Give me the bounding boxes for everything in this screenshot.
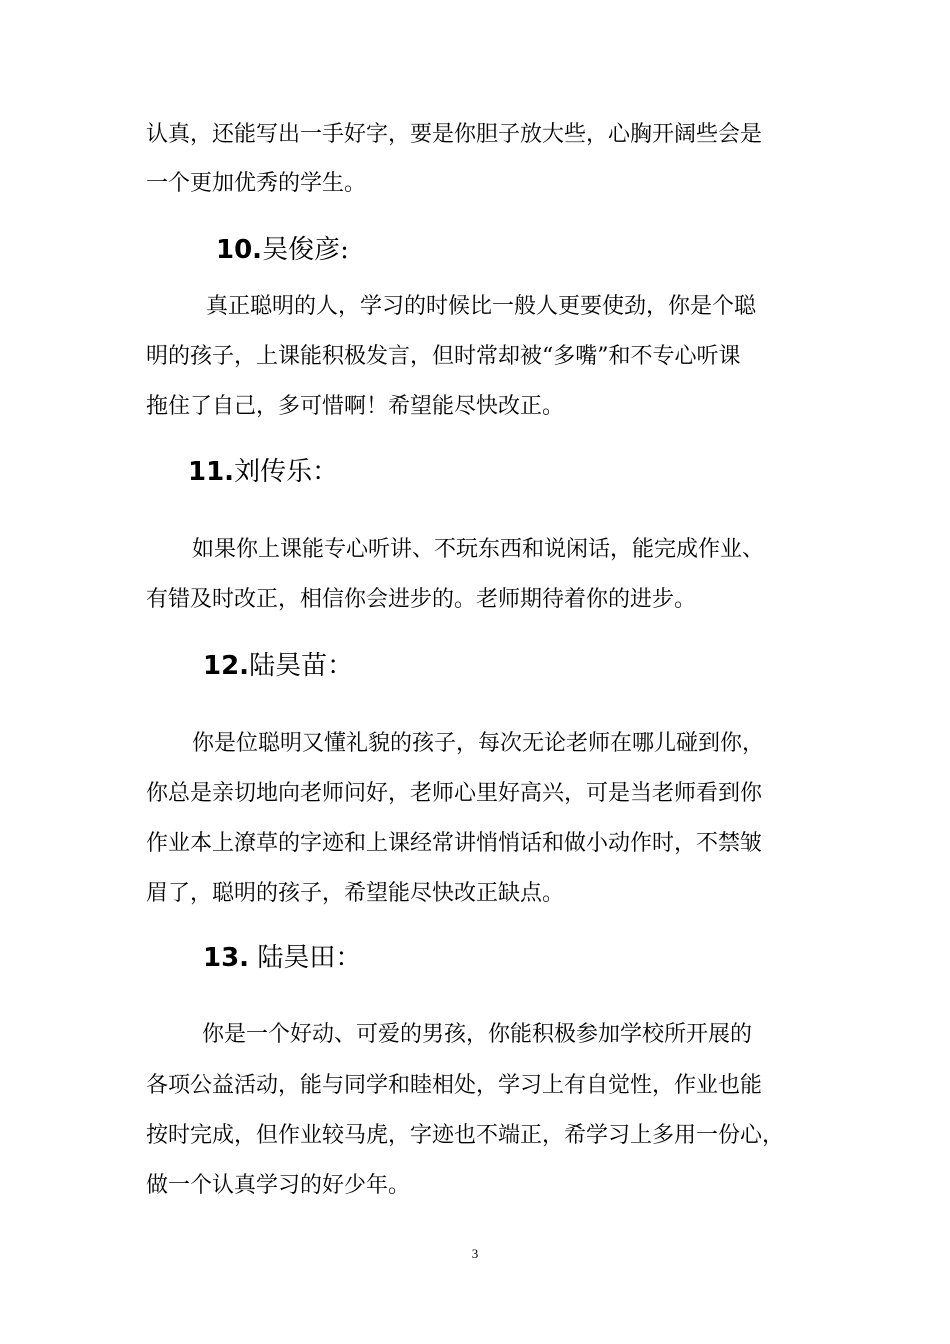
comment-line: 拖住了自己，多可惜啊！希望能尽快改正。 <box>146 394 565 419</box>
student-name: 吴俊彦: <box>262 235 349 265</box>
intro-line-1: 认真，还能写出一手好字，要是你胆子放大些，心胸开阔些会是 <box>146 122 763 147</box>
entry-heading-12 <box>203 646 353 686</box>
entry-number: 13. <box>203 943 250 973</box>
entry-heading-10 <box>216 230 349 270</box>
entry-heading-13 <box>203 938 361 978</box>
student-name: 陆昊苗： <box>249 651 354 681</box>
entry-heading-11 <box>188 452 338 492</box>
comment-line: 如果你上课能专心听讲、不玩东西和说闲话，能完成作业、 <box>192 537 765 562</box>
entry-number: 11. <box>188 457 235 487</box>
student-name: 陆昊田： <box>257 943 362 973</box>
comment-line: 明的孩子，上课能积极发言，但时常却被“多嘴”和不专心听课 <box>146 344 741 369</box>
comment-line: 各项公益活动，能与同学和睦相处，学习上有自觉性，作业也能 <box>146 1073 763 1098</box>
intro-line-2: 一个更加优秀的学生。 <box>146 171 367 196</box>
page-number: 3 <box>471 1246 479 1261</box>
comment-line: 按时完成，但作业较马虎，字迹也不端正，希学习上多用一份心， <box>146 1123 785 1148</box>
comment-line: 你是一个好动、可爱的男孩，你能积极参加学校所开展的 <box>202 1022 753 1047</box>
comment-line: 作业本上潦草的字迹和上课经常讲悄悄话和做小动作时，不禁皱 <box>146 831 763 856</box>
comment-line: 眉了，聪明的孩子，希望能尽快改正缺点。 <box>146 881 565 906</box>
comment-line: 真正聪明的人，学习的时候比一般人更要使劲，你是个聪 <box>206 294 757 319</box>
comment-line: 你是位聪明又懂礼貌的孩子，每次无论老师在哪儿碰到你， <box>192 731 765 756</box>
comment-line: 有错及时改正，相信你会进步的。老师期待着你的进步。 <box>146 587 697 612</box>
entry-number: 12. <box>203 651 250 681</box>
entry-number: 10. <box>216 235 263 265</box>
comment-line: 你总是亲切地向老师问好，老师心里好高兴，可是当老师看到你 <box>146 781 763 806</box>
comment-line: 做一个认真学习的好少年。 <box>146 1173 411 1198</box>
student-name: 刘传乐： <box>234 457 339 487</box>
